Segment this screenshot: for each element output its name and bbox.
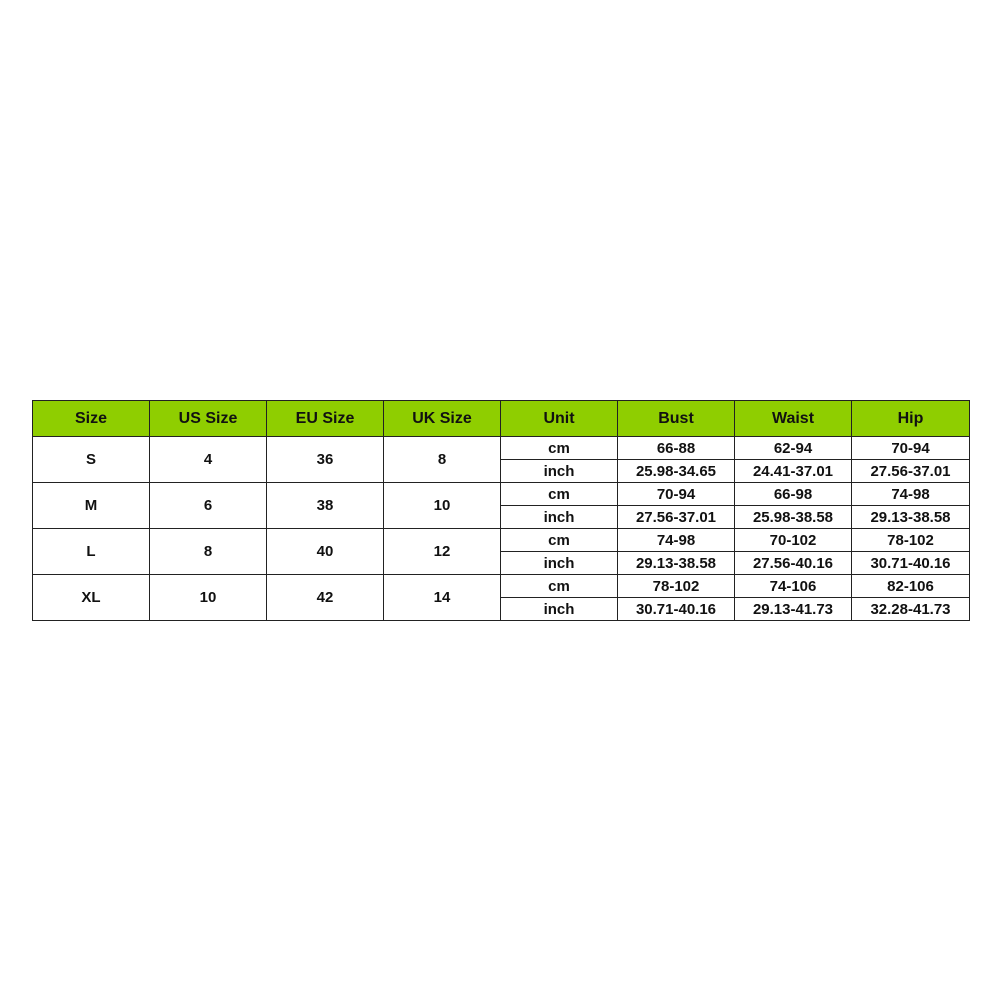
waist-cell: 25.98-38.58 [735, 506, 852, 529]
waist-cell: 29.13-41.73 [735, 598, 852, 621]
unit-cell: cm [501, 529, 618, 552]
waist-cell: 74-106 [735, 575, 852, 598]
header-bust: Bust [618, 401, 735, 437]
unit-cell: cm [501, 575, 618, 598]
eu-size-cell: 38 [267, 483, 384, 529]
eu-size-cell: 42 [267, 575, 384, 621]
table-body [33, 437, 970, 621]
waist-cell: 24.41-37.01 [735, 460, 852, 483]
waist-cell: 27.56-40.16 [735, 552, 852, 575]
uk-size-cell: 12 [384, 529, 501, 575]
waist-cell: 62-94 [735, 437, 852, 460]
table-row [33, 437, 970, 460]
hip-cell: 32.28-41.73 [852, 598, 970, 621]
table-header [33, 401, 970, 437]
bust-cell: 66-88 [618, 437, 735, 460]
header-row [33, 401, 970, 437]
unit-cell: inch [501, 506, 618, 529]
hip-cell: 74-98 [852, 483, 970, 506]
header-us-size: US Size [150, 401, 267, 437]
bust-cell: 27.56-37.01 [618, 506, 735, 529]
table-row [33, 529, 970, 552]
bust-cell: 70-94 [618, 483, 735, 506]
unit-cell: inch [501, 552, 618, 575]
hip-cell: 70-94 [852, 437, 970, 460]
header-waist: Waist [735, 401, 852, 437]
bust-cell: 25.98-34.65 [618, 460, 735, 483]
header-uk-size: UK Size [384, 401, 501, 437]
header-hip: Hip [852, 401, 970, 437]
uk-size-cell: 10 [384, 483, 501, 529]
header-size: Size [33, 401, 150, 437]
unit-cell: inch [501, 598, 618, 621]
bust-cell: 74-98 [618, 529, 735, 552]
waist-cell: 70-102 [735, 529, 852, 552]
us-size-cell: 10 [150, 575, 267, 621]
eu-size-cell: 40 [267, 529, 384, 575]
size-cell: M [33, 483, 150, 529]
size-chart-table [32, 400, 970, 621]
unit-cell: cm [501, 483, 618, 506]
hip-cell: 29.13-38.58 [852, 506, 970, 529]
size-cell: XL [33, 575, 150, 621]
size-cell: S [33, 437, 150, 483]
hip-cell: 82-106 [852, 575, 970, 598]
us-size-cell: 4 [150, 437, 267, 483]
header-unit: Unit [501, 401, 618, 437]
table-row [33, 483, 970, 506]
us-size-cell: 6 [150, 483, 267, 529]
waist-cell: 66-98 [735, 483, 852, 506]
uk-size-cell: 14 [384, 575, 501, 621]
bust-cell: 30.71-40.16 [618, 598, 735, 621]
unit-cell: inch [501, 460, 618, 483]
eu-size-cell: 36 [267, 437, 384, 483]
unit-cell: cm [501, 437, 618, 460]
size-cell: L [33, 529, 150, 575]
bust-cell: 29.13-38.58 [618, 552, 735, 575]
header-eu-size: EU Size [267, 401, 384, 437]
us-size-cell: 8 [150, 529, 267, 575]
hip-cell: 27.56-37.01 [852, 460, 970, 483]
uk-size-cell: 8 [384, 437, 501, 483]
table-row [33, 575, 970, 598]
hip-cell: 78-102 [852, 529, 970, 552]
hip-cell: 30.71-40.16 [852, 552, 970, 575]
bust-cell: 78-102 [618, 575, 735, 598]
